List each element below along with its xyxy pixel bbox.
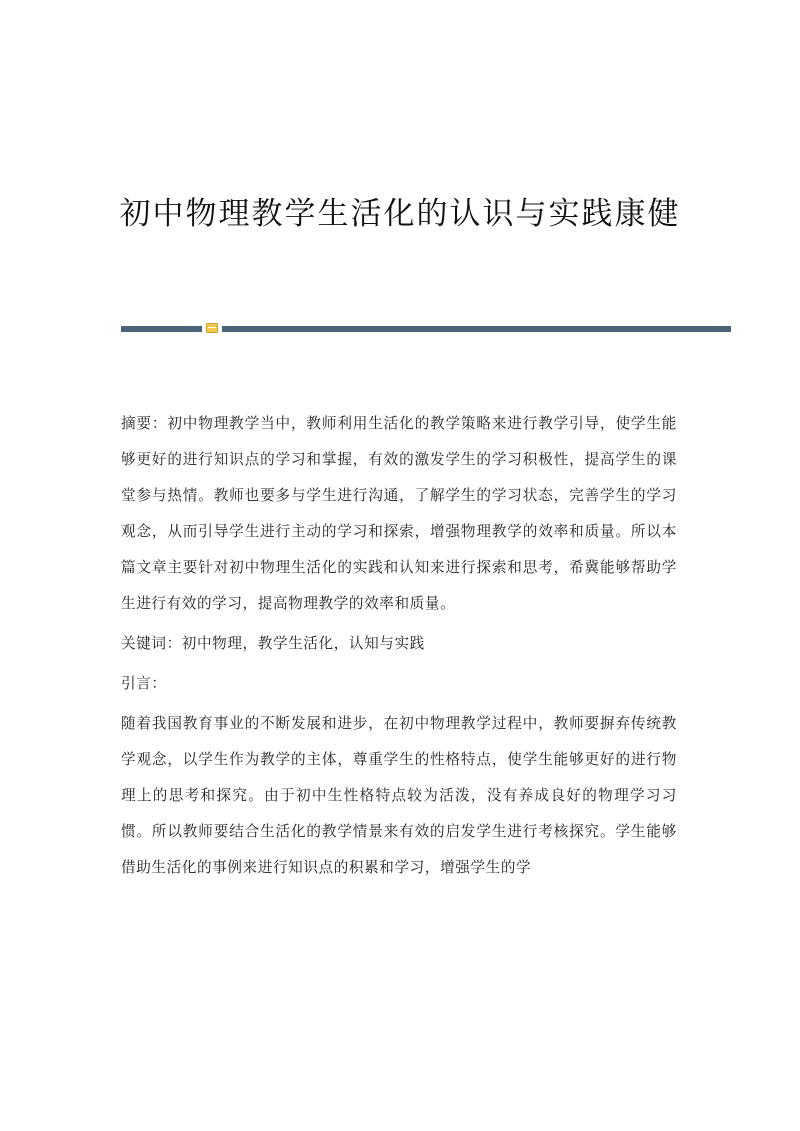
introduction-heading: 引言： xyxy=(121,675,167,692)
divider-left-bar xyxy=(121,326,202,332)
document-body xyxy=(121,406,677,886)
divider-right-bar xyxy=(222,326,731,332)
body-paragraph: 随着我国教育事业的不断发展和进步，在初中物理教学过程中，教师要摒弃传统教学观念，以学生作为教学的主体，尊重学生的性格特点，使学生能够更好的进行物理上的思考和探究。由于初中生性格特点较为活泼，没有养成良好的物理学习习惯。所以教师要结合生活化的教学情景来有效的启发学生进行考核探究。学生能够借助生活化的事例来进行知识点的积累和学习，增强学生的学 xyxy=(121,715,677,876)
abstract-paragraph: 摘要：初中物理教学当中，教师利用生活化的教学策略来进行教学引导，使学生能够更好的进行知识点的学习和掌握，有效的激发学生的学习积极性，提高学生的课堂参与热情。教师也要多与学生进行沟通，了解学生的学习状态，完善学生的学习观念，从而引导学生进行主动的学习和探索，增强物理教学的效率和质量。所以本篇文章主要针对初中物理生活化的实践和认知来进行探索和思考，希冀能够帮助学生进行有效的学习，提高物理教学的效率和质量。 xyxy=(121,415,677,612)
keywords-paragraph: 关键词：初中物理，教学生活化，认知与实践 xyxy=(121,635,425,652)
envelope-icon xyxy=(206,323,218,333)
title-divider xyxy=(121,325,731,333)
document-title: 初中物理教学生活化的认识与实践康健 xyxy=(119,196,681,232)
